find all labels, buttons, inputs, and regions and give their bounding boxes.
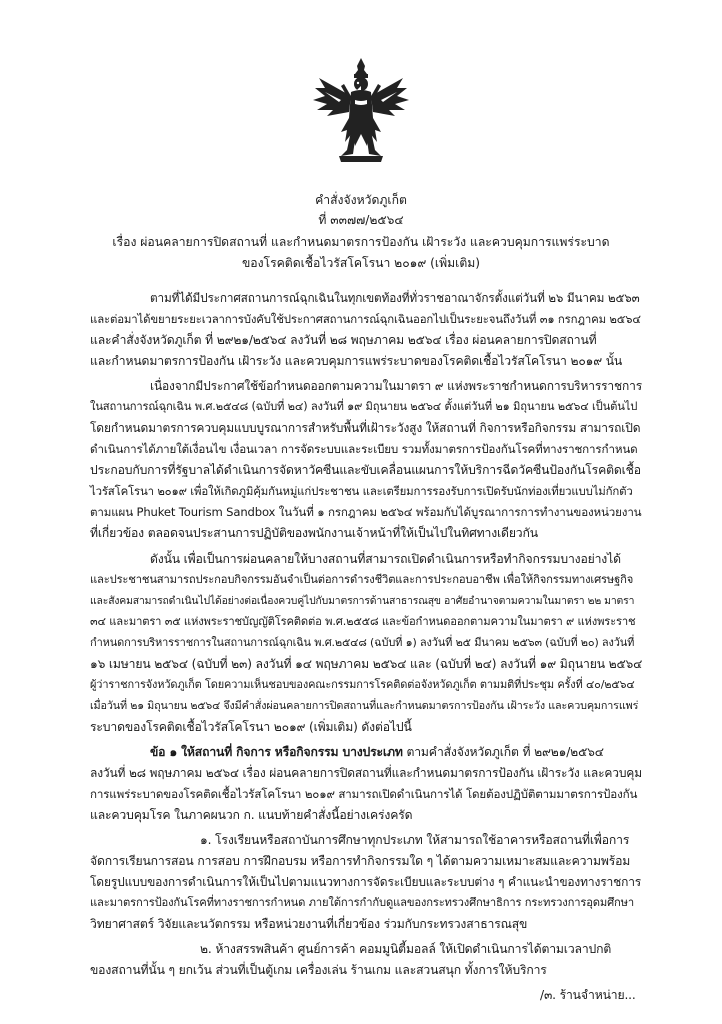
paragraph-line: และต่อมาได้ขยายระยะเวลาการบังคับใช้ประกาศสถานการณ์ฉุกเฉินออกไปเป็นระยะจนถึงวันที่ ๓๑ กรกฎาคม ๒๕๖๔ [90, 312, 641, 326]
order-number: ที่ ๓๓๗๗/๒๕๖๔ [318, 213, 404, 227]
paragraph-line: ไวรัสโคโรนา ๒๐๑๙ เพื่อให้เกิดภูมิคุ้มกันหมู่แก่ประชาชน และเตรียมการรองรับการเปิดรับนักท่องเที่ยวแบบไม่กักตัว [90, 484, 633, 498]
paragraph-line: ตามที่ได้มีประกาศสถานการณ์ฉุกเฉินในทุกเขตท้องที่ทั่วราชอาณาจักรตั้งแต่วันที่ ๒๖ มีนาคม ๒๕๖๓ [150, 291, 640, 305]
paragraph-line: เนื่องจากมีประกาศใช้ข้อกำหนดออกตามความในมาตรา ๙ แห่งพระราชกำหนดการบริหารราชการ [150, 379, 642, 393]
paragraph-line: ตามแผน Phuket Tourism Sandbox ในวันที่ ๑ กรกฎาคม ๒๕๖๔ พร้อมกับได้บูรณาการการทำงานของหน่วยงาน [90, 505, 642, 519]
paragraph-line: ดังนั้น เพื่อเป็นการผ่อนคลายให้บางสถานที่สามารถเปิดดำเนินการหรือทำกิจกรรมบางอย่างได้ [150, 552, 621, 566]
paragraph-line: โดยรูปแบบของการดำเนินการให้เป็นไปตามแนวทางการจัดระเบียบและระบบต่าง ๆ คำแนะนำของทางราชการ [90, 875, 642, 889]
clause-heading-rest: ตามคำสั่งจังหวัดภูเก็ต ที่ ๒๙๒๑/๒๕๖๔ [402, 745, 604, 759]
paragraph-line: โดยกำหนดมาตรการควบคุมแบบบูรณาการสำหรับพื้นที่เฝ้าระวังสูง ให้สถานที่ กิจการหรือกิจกรรม สามารถเปิด [90, 421, 641, 435]
paragraph-line: ของสถานที่นั้น ๆ ยกเว้น ส่วนที่เป็นตู้เกม เครื่องเล่น ร้านเกม และสวนสนุก ทั้งการให้บริการ [90, 963, 547, 977]
list-item-line: ๑. โรงเรียนหรือสถาบันการศึกษาทุกประเภท ให้สามารถใช้อาคารหรือสถานที่เพื่อการ [200, 833, 630, 847]
paragraph-line: การแพร่ระบาดของโรคติดเชื้อไวรัสโคโรนา ๒๐๑๙ สามารถเปิดดำเนินการได้ โดยต้องปฏิบัติตามมาตรการป้องกัน [90, 787, 638, 801]
subject-line: ของโรคติดเชื้อไวรัสโคโรนา ๒๐๑๙ (เพิ่มเติม) [241, 256, 481, 270]
paragraph-line: และคำสั่งจังหวัดภูเก็ต ที่ ๒๙๒๑/๒๕๖๔ ลงวันที่ ๒๘ พฤษภาคม ๒๕๖๔ เรื่อง ผ่อนคลายการปิดสถานที่ [90, 333, 597, 347]
paragraph-line: และกำหนดมาตรการป้องกัน เฝ้าระวัง และควบคุมการแพร่ระบาดของโรคติดเชื้อไวรัสโคโรนา ๒๐๑๙ นั้น [90, 354, 623, 368]
paragraph-line: กำหนดการบริหารราชการในสถานการณ์ฉุกเฉิน พ.ศ.๒๕๔๘ (ฉบับที่ ๑) ลงวันที่ ๒๕ มีนาคม ๒๕๖๓ (ฉบับที่ ๒๐) ลงวันที่ [90, 636, 635, 649]
paragraph-line: ลงวันที่ ๒๘ พฤษภาคม ๒๕๖๔ เรื่อง ผ่อนคลายการปิดสถานที่และกำหนดมาตรการป้องกัน เฝ้าระวัง และควบคุม [90, 766, 642, 780]
garuda-emblem [311, 56, 411, 164]
paragraph-line: และควบคุมโรค ในภาคผนวก ก. แนบท้ายคำสั่งนี้อย่างเคร่งครัด [90, 808, 413, 822]
paragraph-line: และมาตรการป้องกันโรคที่ทางราชการกำหนด ภายใต้การกำกับดูแลของกระทรวงศึกษาธิการ กระทรวงการอุดมศึกษา [90, 896, 635, 909]
paragraph-line: จัดการเรียนการสอน การสอบ การฝึกอบรม หรือการทำกิจกรรมใด ๆ ได้ตามความเหมาะสมและความพร้อม [90, 854, 631, 868]
list-item-line: ๒. ห้างสรรพสินค้า ศูนย์การค้า คอมมูนิตี้มอลล์ ให้เปิดดำเนินการได้ตามเวลาปกติ [200, 942, 612, 956]
paragraph-line: และสังคมสามารถดำเนินไปได้อย่างต่อเนื่องควบคู่ไปกับมาตรการด้านสาธารณสุข อาศัยอำนาจตามความในมาตรา ๒๒ มาตรา [90, 595, 635, 607]
paragraph-line: ระบาดของโรคติดเชื้อไวรัสโคโรนา ๒๐๑๙ (เพิ่มเติม) ดังต่อไปนี้ [90, 720, 412, 734]
paragraph-line: ในสถานการณ์ฉุกเฉิน พ.ศ.๒๕๔๘ (ฉบับที่ ๒๔) ลงวันที่ ๑๙ มิถุนายน ๒๕๖๔ ตั้งแต่วันที่ ๒๑ มิถุนายน ๒๕๖๔ เป็นต้นไป [90, 400, 638, 413]
paragraph-line: ๑๖ เมษายน ๒๕๖๔ (ฉบับที่ ๒๓) ลงวันที่ ๑๔ พฤษภาคม ๒๕๖๔ และ (ฉบับที่ ๒๔) ลงวันที่ ๑๙ มิถุนายน ๒๕๖๔ [90, 657, 643, 671]
paragraph-line: ผู้ว่าราชการจังหวัดภูเก็ต โดยความเห็นชอบของคณะกรรมการโรคติดต่อจังหวัดภูเก็ต ตามมติที่ประชุม ครั้งที่ ๔๐/๒๕๖๔ [90, 678, 635, 691]
page-continuation: /๓. ร้านจำหน่าย... [540, 988, 636, 1002]
paragraph-line: ที่เกี่ยวข้อง ตลอดจนประสานการปฏิบัติของพนักงานเจ้าหน้าที่ให้เป็นไปในทิศทางเดียวกัน [90, 526, 538, 540]
paragraph-line: เมื่อวันที่ ๒๑ มิถุนายน ๒๕๖๔ จึงมีคำสั่งผ่อนคลายการปิดสถานที่และกำหนดมาตรการป้องกัน เฝ้าระวัง และควบคุมการแพร่ [90, 699, 639, 712]
paragraph-line: ๓๔ และมาตรา ๓๕ แห่งพระราชบัญญัติโรคติดต่อ พ.ศ.๒๕๕๘ และข้อกำหนดออกตามความในมาตรา ๙ แห่งพระราช [90, 615, 636, 628]
order-title: คำสั่งจังหวัดภูเก็ต [315, 193, 407, 207]
paragraph-line: ดำเนินการได้ภายใต้เงื่อนไข เงื่อนเวลา การจัดระบบและระเบียบ รวมทั้งมาตรการป้องกันโรคที่ทางราชการกำหนด [90, 442, 638, 456]
clause-heading-line [150, 742, 604, 762]
paragraph-line: และประชาชนสามารถประกอบกิจกรรมอันจำเป็นต่อการดำรงชีวิตและการประกอบอาชีพ เพื่อให้กิจกรรมทางเศรษฐกิจ [90, 573, 634, 586]
paragraph-line: ประกอบกับการที่รัฐบาลได้ดำเนินการจัดหาวัคซีนและขับเคลื่อนแผนการให้บริการฉีดวัคซีนป้องกันโรคติดเชื้อ [90, 463, 641, 477]
clause-heading: ข้อ ๑ ให้สถานที่ กิจการ หรือกิจกรรม บางประเภท [150, 745, 403, 759]
subject-line: เรื่อง ผ่อนคลายการปิดสถานที่ และกำหนดมาตรการป้องกัน เฝ้าระวัง และควบคุมการแพร่ระบาด [112, 235, 610, 249]
paragraph-line: วิทยาศาสตร์ วิจัยและนวัตกรรม หรือหน่วยงานที่เกี่ยวข้อง ร่วมกับกระทรวงสาธารณสุข [90, 917, 528, 931]
